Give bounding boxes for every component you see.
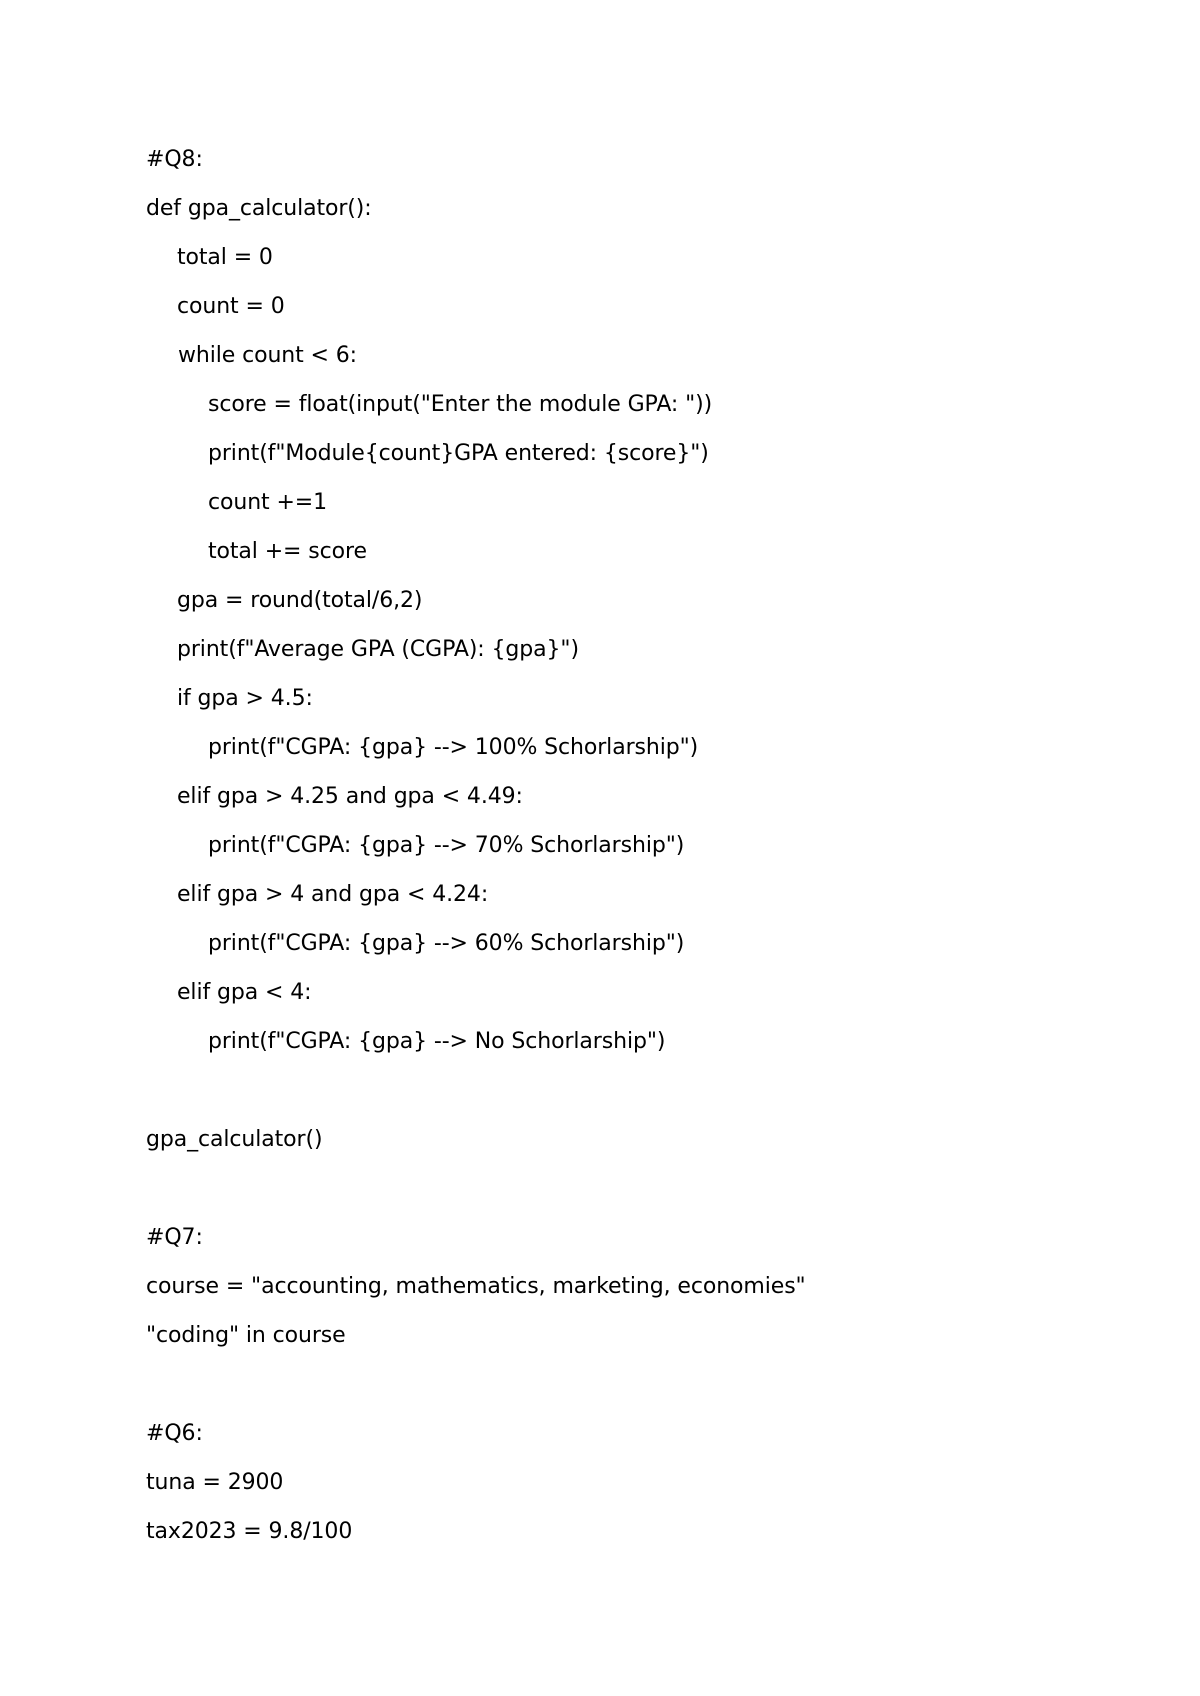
code-line: def gpa_calculator(): bbox=[146, 196, 372, 221]
code-line: score = float(input("Enter the module GPA: ")) bbox=[208, 392, 713, 417]
code-line: #Q7: bbox=[146, 1225, 203, 1250]
code-line: print(f"Module{count}GPA entered: {score}") bbox=[208, 441, 709, 466]
code-line: total += score bbox=[208, 539, 367, 564]
code-line: tuna = 2900 bbox=[146, 1470, 284, 1495]
code-line: course = "accounting, mathematics, marketing, economies" bbox=[146, 1274, 806, 1299]
code-line: "coding" in course bbox=[146, 1323, 346, 1348]
code-line: #Q8: bbox=[146, 147, 203, 172]
code-line: tax2023 = 9.8/100 bbox=[146, 1519, 353, 1544]
code-line: print(f"CGPA: {gpa} --> 60% Schorlarship") bbox=[208, 931, 685, 956]
code-line: gpa = round(total/6,2) bbox=[177, 588, 423, 613]
code-line: elif gpa > 4.25 and gpa < 4.49: bbox=[177, 784, 523, 809]
code-line: if gpa > 4.5: bbox=[177, 686, 313, 711]
code-line: total = 0 bbox=[177, 245, 273, 270]
code-line: elif gpa < 4: bbox=[177, 980, 312, 1005]
code-line: count +=1 bbox=[208, 490, 328, 515]
code-line: print(f"CGPA: {gpa} --> 70% Schorlarship") bbox=[208, 833, 685, 858]
code-line: count = 0 bbox=[177, 294, 285, 319]
code-line: gpa_calculator() bbox=[146, 1127, 323, 1152]
code-line: elif gpa > 4 and gpa < 4.24: bbox=[177, 882, 489, 907]
code-line: #Q6: bbox=[146, 1421, 203, 1446]
code-line: print(f"CGPA: {gpa} --> No Schorlarship") bbox=[208, 1029, 666, 1054]
code-line: while count < 6: bbox=[178, 343, 357, 368]
code-line: print(f"Average GPA (CGPA): {gpa}") bbox=[177, 637, 579, 662]
code-line: print(f"CGPA: {gpa} --> 100% Schorlarship") bbox=[208, 735, 699, 760]
